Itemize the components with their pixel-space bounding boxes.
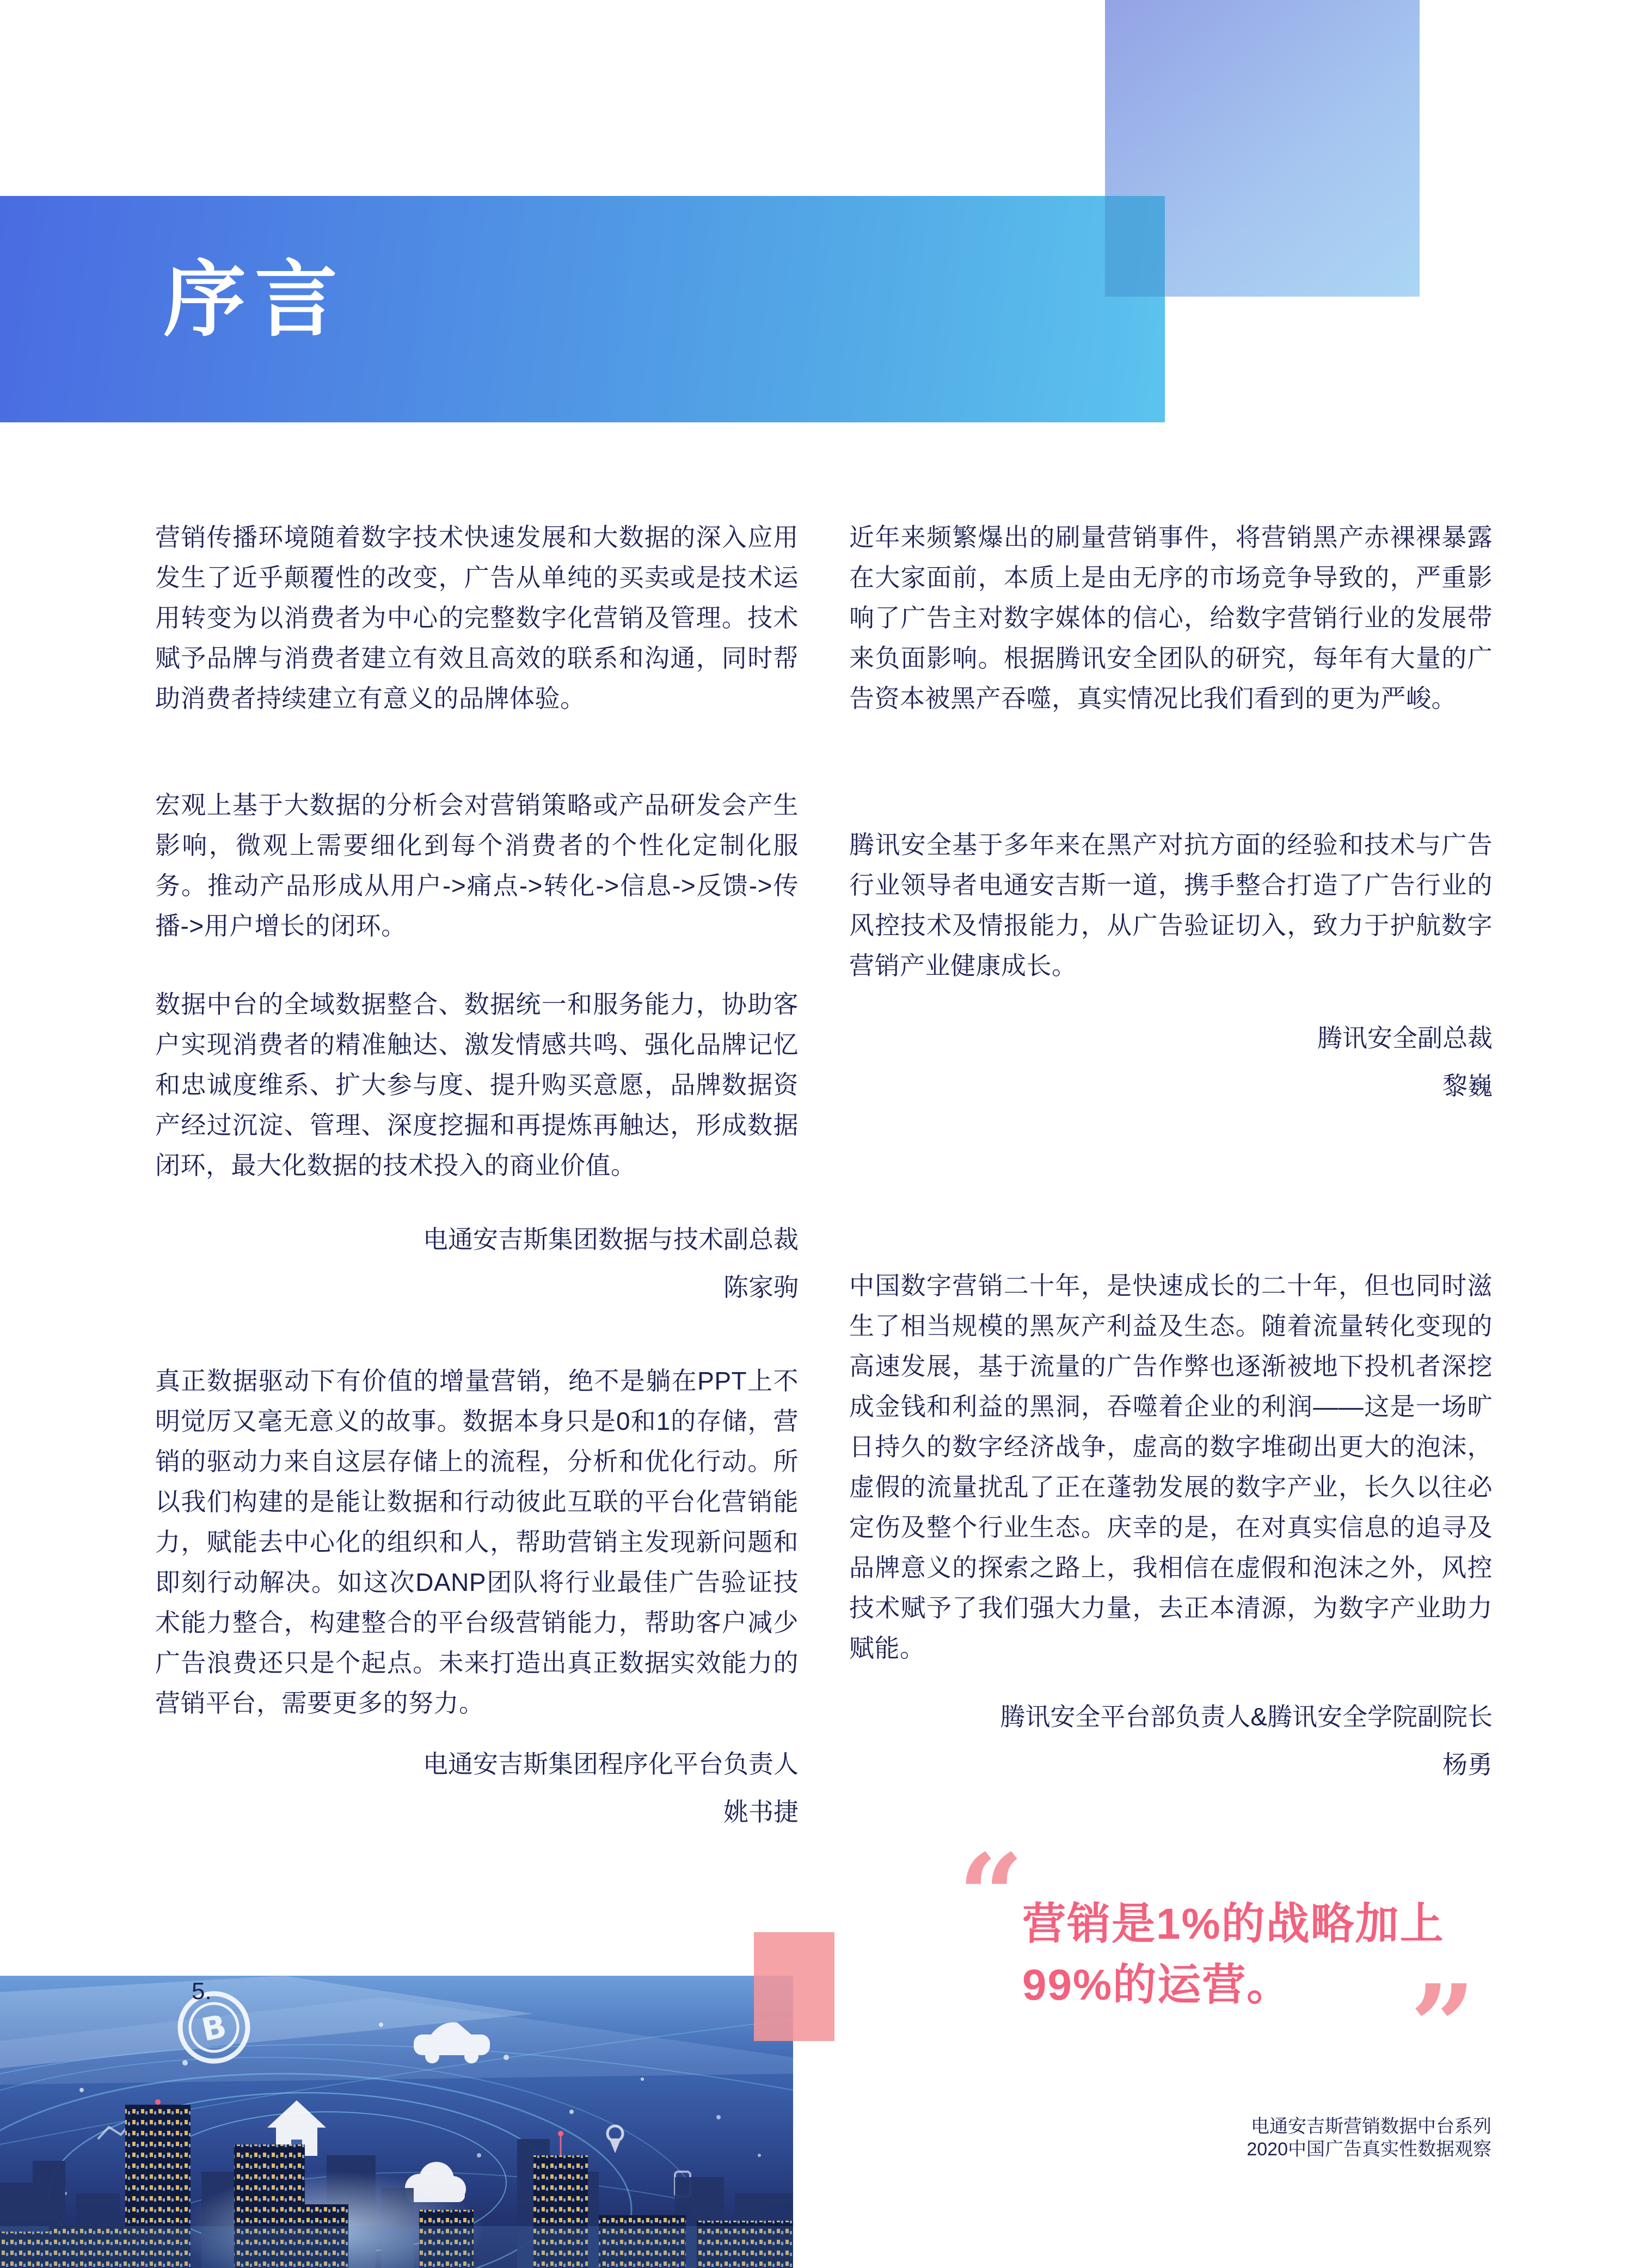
open-quote-icon: “ — [958, 1829, 1024, 1963]
footer-series-line: 电通安吉斯营销数据中台系列 — [1251, 2116, 1491, 2137]
close-quote-icon: ” — [1410, 1959, 1476, 2094]
signature-name: 陈家驹 — [723, 1273, 799, 1301]
signature-role: 腾讯安全平台部负责人&腾讯安全学院副院长 — [1000, 1702, 1493, 1731]
body-paragraph: 真正数据驱动下有价值的增量营销，绝不是躺在PPT上不明觉厉又毫无意义的故事。数据本身只是0和1的存储，营销的驱动力来自这层存储上的流程，分析和优化行动。所以我们构建的是能让数据和行动彼此互联的平台化营销能力，赋能去中心化的组织和人，帮助营销主发现新问题和即刻行动解决。如这次DANP团队将行业最佳广告验证技术能力整合，构建整合的平台级营销能力，帮助客户减少广告浪费还只是个起点。未来打造出真正数据实效能力的营销平台，需要更多的努力。 — [155, 1367, 799, 1717]
page-footer — [1247, 2115, 1491, 2161]
signature-role: 电通安吉斯集团程序化平台负责人 — [423, 1750, 799, 1778]
signature-role: 电通安吉斯集团数据与技术副总裁 — [423, 1225, 799, 1253]
pink-accent-square — [754, 1932, 834, 2041]
banner-square-overlap — [1105, 196, 1165, 297]
signature-block — [155, 1748, 799, 1828]
pull-quote — [958, 1829, 1584, 2117]
page-number: 5. — [192, 1978, 212, 2005]
signature-name: 黎巍 — [1442, 1072, 1493, 1100]
body-paragraph: 近年来频繁爆出的刷量营销事件，将营销黑产赤裸裸暴露在大家面前，本质上是由无序的市场竞争导致的，严重影响了广告主对数字媒体的信心，给数字营销行业的发展带来负面影响。根据腾讯安全团队的研究，每年有大量的广告资本被黑产吞噬，真实情况比我们看到的更为严峻。 — [849, 523, 1493, 712]
page-title: 序言 — [163, 254, 346, 346]
quote-text-line: 99%的运营。 — [1022, 1960, 1292, 2009]
body-paragraph: 腾讯安全基于多年来在黑产对抗方面的经验和技术与广告行业领导者电通安吉斯一道，携手整合打造了广告行业的风控技术及情报能力，从广告验证切入，致力于护航数字营销产业健康成长。 — [849, 831, 1493, 980]
body-paragraph: 中国数字营销二十年，是快速成长的二十年，但也同时滋生了相当规模的黑灰产利益及生态。随着流量转化变现的高速发展，基于流量的广告作弊也逐渐被地下投机者深挖成金钱和利益的黑洞，吞噬着企业的利润——这是一场旷日持久的数字经济战争，虚高的数字堆砌出更大的泡沫，虚假的流量扰乱了正在蓬勃发展的数字产业，长久以往必定伤及整个行业生态。庆幸的是，在对真实信息的追寻及品牌意义的探索之路上，我相信在虚假和泡沫之外，风控技术赋予了我们强大力量，去正本清源，为数字产业助力赋能。 — [849, 1271, 1493, 1662]
svg-text:B: B — [198, 2007, 230, 2049]
city-photo — [0, 1976, 793, 2268]
body-paragraph: 宏观上基于大数据的分析会对营销策略或产品研发会产生影响，微观上需要细化到每个消费者的个性化定制化服务。推动产品形成从用户->痛点->转化->信息->反馈->传播->用户增长的闭环。 — [155, 791, 799, 940]
signature-block — [849, 1022, 1493, 1102]
signature-role: 腾讯安全副总裁 — [1317, 1024, 1493, 1052]
quote-text-line: 营销是1%的战略加上 — [1022, 1900, 1445, 1948]
signature-block — [849, 1701, 1493, 1780]
signature-name: 杨勇 — [1442, 1750, 1493, 1779]
body-paragraph: 数据中台的全域数据整合、数据统一和服务能力，协助客户实现消费者的精准触达、激发情感共鸣、强化品牌记忆和忠诚度维系、扩大参与度、提升购买意愿，品牌数据资产经过沉淀、管理、深度挖掘和再提炼再触达，形成数据闭环，最大化数据的技术投入的商业价值。 — [155, 990, 799, 1179]
footer-report-line: 2020中国广告真实性数据观察 — [1247, 2139, 1491, 2160]
signature-block — [155, 1224, 799, 1303]
signature-name: 姚书捷 — [723, 1798, 799, 1826]
body-paragraph: 营销传播环境随着数字技术快速发展和大数据的深入应用发生了近乎颠覆性的改变，广告从单纯的买卖或是技术运用转变为以消费者为中心的完整数字化营销及管理。技术赋予品牌与消费者建立有效且高效的联系和沟通，同时帮助消费者持续建立有意义的品牌体验。 — [155, 523, 799, 712]
city-photo-graphic — [0, 1976, 793, 2268]
